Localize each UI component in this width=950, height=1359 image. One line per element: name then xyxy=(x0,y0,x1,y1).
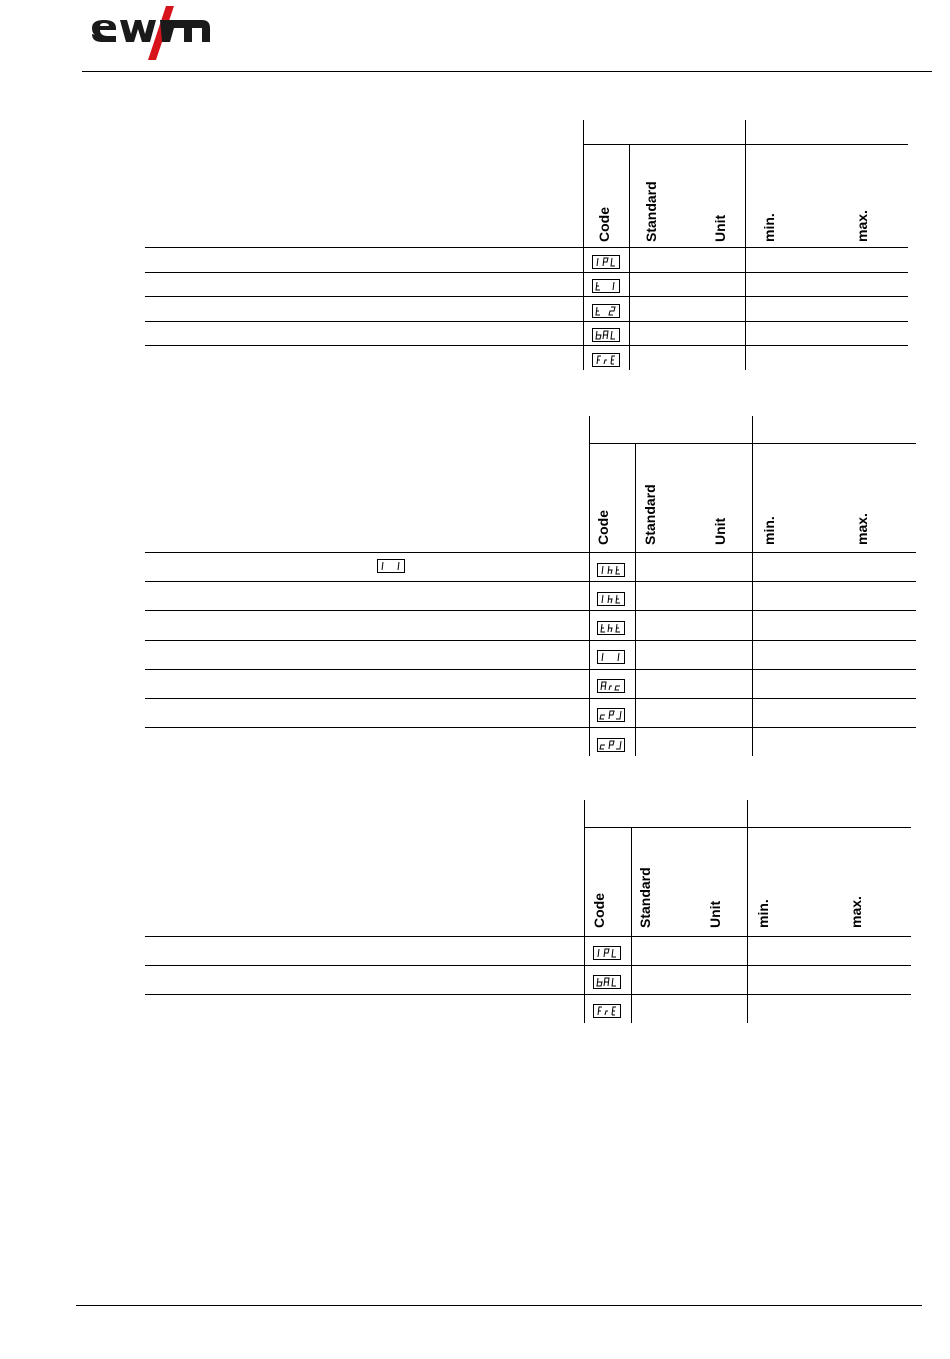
standard-header: Standard xyxy=(643,181,659,242)
min-header: min. xyxy=(755,899,771,928)
tht-display-code-icon xyxy=(597,621,625,635)
I1-display-code-icon xyxy=(377,559,405,573)
code-header: Code xyxy=(595,510,611,545)
FrE-display-code-icon xyxy=(592,353,620,367)
I1-display-code-icon xyxy=(597,650,625,664)
unit-header: Unit xyxy=(712,214,728,242)
FrE-display-code-icon xyxy=(593,1004,621,1018)
t2-display-code-icon xyxy=(592,304,620,318)
Arc-display-code-icon xyxy=(597,679,625,693)
unit-header: Unit xyxy=(707,900,723,928)
max-header: max. xyxy=(854,210,870,242)
cPJ-display-code-icon xyxy=(597,708,625,722)
standard-header: Standard xyxy=(642,484,658,545)
bAL-display-code-icon xyxy=(592,328,620,342)
t1-display-code-icon xyxy=(592,279,620,293)
ewm-logo xyxy=(90,2,222,64)
code-header: Code xyxy=(591,893,607,928)
max-header: max. xyxy=(854,513,870,545)
cPJ-display-code-icon xyxy=(597,738,625,752)
unit-header: Unit xyxy=(712,517,728,545)
header-rule xyxy=(82,71,932,72)
min-header: min. xyxy=(761,213,777,242)
IPL-display-code-icon xyxy=(593,946,621,960)
max-header: max. xyxy=(848,896,864,928)
footer-rule xyxy=(76,1305,922,1306)
bAL-display-code-icon xyxy=(593,975,621,989)
code-header: Code xyxy=(596,207,612,242)
Iht-display-code-icon xyxy=(597,563,625,577)
min-header: min. xyxy=(761,516,777,545)
standard-header: Standard xyxy=(637,867,653,928)
Iht-display-code-icon xyxy=(597,592,625,606)
IPL-display-code-icon xyxy=(592,255,620,269)
